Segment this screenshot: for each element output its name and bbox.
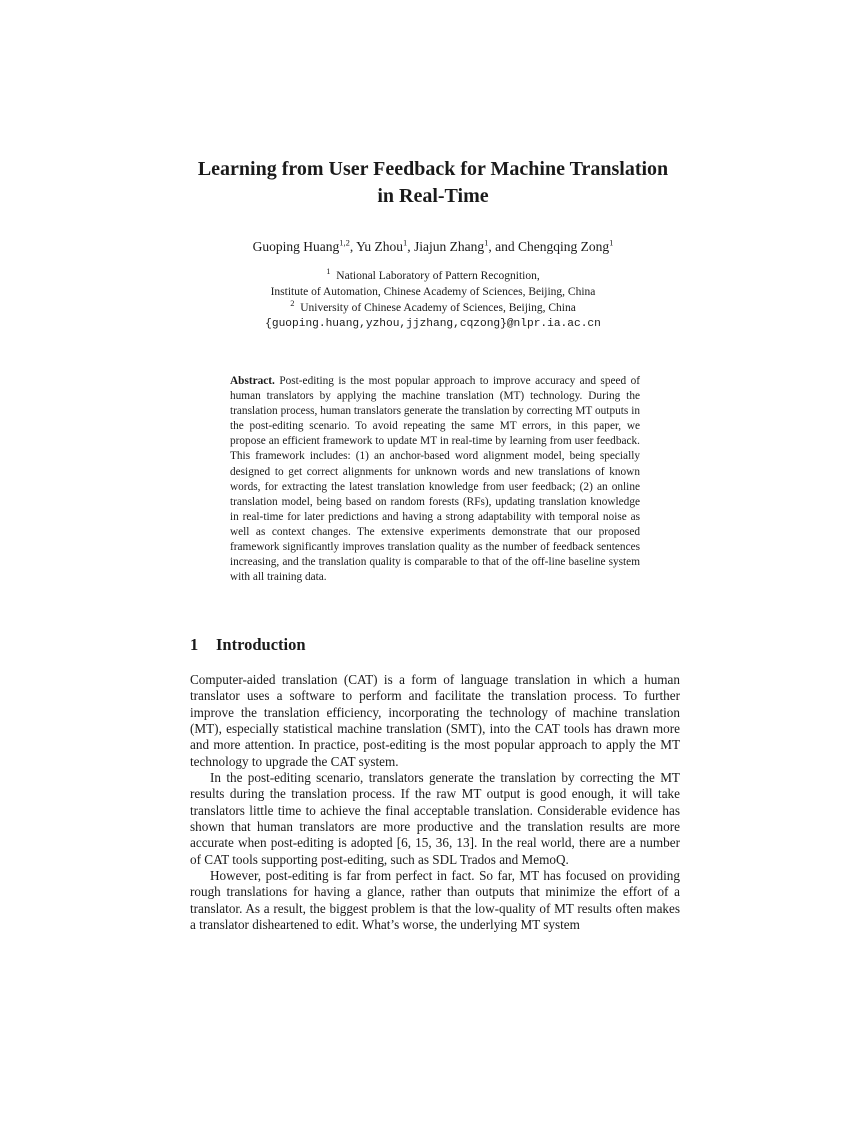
body-paragraph: In the post-editing scenario, translators generate the translation by correcting the MT results during the translation process. If the raw MT output is good enough, it will take translators little time to achieve the final acceptable translation. Considerable evidence has shown that human translators are more productive and the translation results are more accurate when post-editing is adopted [6, 15, 36, 13]. In the real world, there are a number of CAT tools supporting post-editing, such as SDL Trados and MemoQ. <box>190 770 680 867</box>
section-heading-introduction <box>190 634 306 656</box>
affiliation-1-line-2: Institute of Automation, Chinese Academy of Sciences, Beijing, China <box>270 286 596 298</box>
paper-title <box>150 156 716 210</box>
affiliation-1 <box>150 268 716 284</box>
affiliation-mark: 1 <box>326 266 331 277</box>
section-number: 1 <box>190 635 199 654</box>
author-affiliation-mark: 1 <box>403 237 408 248</box>
affiliations <box>150 268 716 332</box>
author-emails: {guoping.huang,yzhou,jjzhang,cqzong}@nlpr.ia.ac.cn <box>265 318 601 330</box>
author-name: Yu Zhou <box>356 239 403 254</box>
author-separator: , and <box>488 239 518 254</box>
author-affiliation-mark: 1 <box>609 237 614 248</box>
introduction-body <box>190 672 680 934</box>
abstract-label: Abstract. <box>230 375 275 387</box>
author-affiliation-mark: 1 <box>484 237 489 248</box>
abstract <box>230 374 640 585</box>
author-separator: , <box>349 239 357 254</box>
body-paragraph: Computer-aided translation (CAT) is a form of language translation in which a human translator uses a software to perform and facilitate the translation process. To further improve the translation efficiency, incorporating the technology of machine translation (MT), especially statistical machine translation (SMT), into the CAT tools has drawn more and more attention. In practice, post-editing is the most popular approach to apply the MT technology to upgrade the CAT system. <box>190 672 680 769</box>
affiliation-1-line-1: National Laboratory of Pattern Recognition, <box>336 270 540 282</box>
affiliation-mark: 2 <box>290 298 295 309</box>
abstract-text: Post-editing is the most popular approach to improve accuracy and speed of human translators by applying the machine translation (MT) technology. During the translation process, human translators generate the translation by correcting MT outputs in the post-editing scenario. To avoid repeating the same MT errors, in this paper, we propose an efficient framework to update MT in real-time by learning from user feedback. This framework includes: (1) an anchor-based word alignment model, being specially designed to get correct alignments for unknown words and new translations of known words, for extracting the latest translation knowledge from user feedback; (2) an online translation model, being based on random forests (RFs), updating translation knowledge in real-time for later predictions and having a strong adaptability with temporal noise as well as context changes. The extensive experiments demonstrate that our proposed framework significantly improves translation quality as the number of feedback sentences increasing, and the translation quality is comparable to that of the off-line baseline system with all training data. <box>230 375 641 584</box>
section-title: Introduction <box>216 635 306 654</box>
author-affiliation-mark: 1,2 <box>339 237 350 248</box>
body-paragraph: However, post-editing is far from perfect in fact. So far, MT has focused on providing rough translations for having a glance, rather than outputs that minimize the effort of a translator. As a result, the biggest problem is that the low-quality of MT results often makes a translator disheartened to edit. What’s worse, the underlying MT system <box>190 868 680 933</box>
author-name: Chengqing Zong <box>518 239 610 254</box>
title-line-1: Learning from User Feedback for Machine Translation <box>197 158 669 180</box>
affiliation-2-line-1: University of Chinese Academy of Sciences, Beijing, China <box>300 302 576 314</box>
affiliation-2 <box>150 300 716 316</box>
author-separator: , <box>407 239 414 254</box>
author-name: Jiajun Zhang <box>414 239 485 254</box>
author-list <box>150 237 716 257</box>
title-line-2: in Real-Time <box>377 185 489 207</box>
author-name: Guoping Huang <box>252 239 340 254</box>
